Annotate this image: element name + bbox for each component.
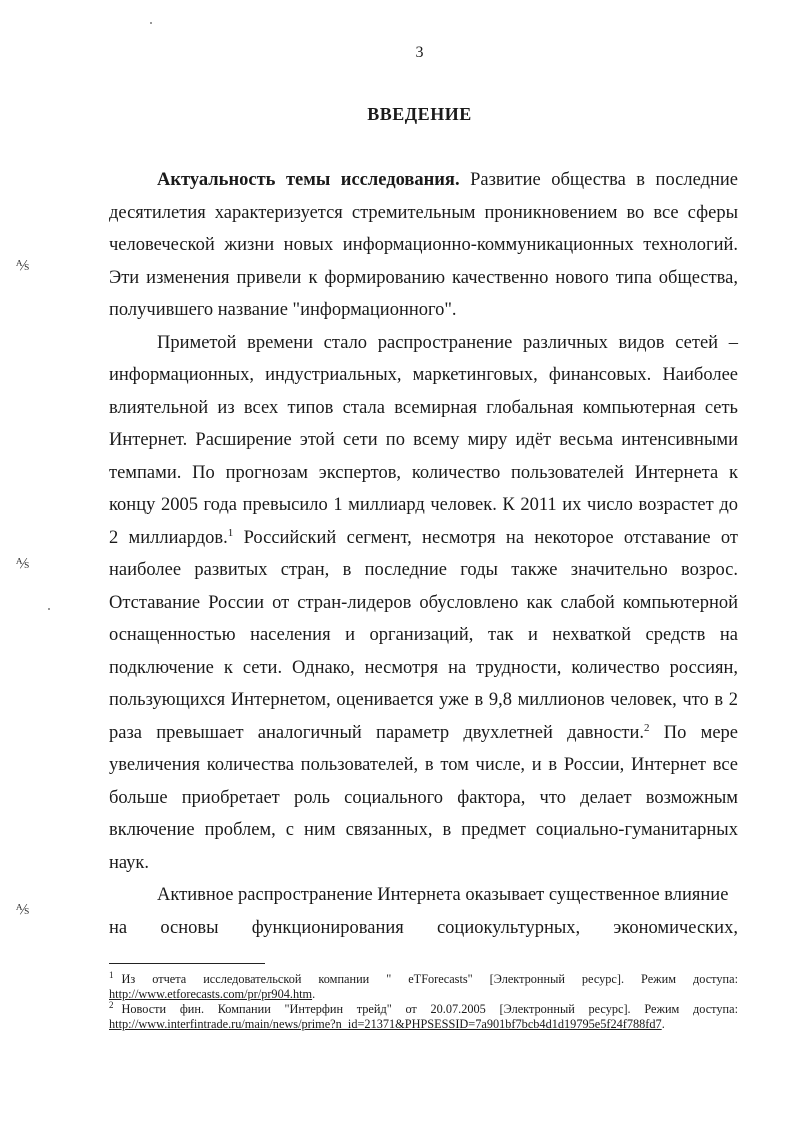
word: функционирования (251, 917, 404, 938)
paragraph-networks (109, 327, 738, 880)
footnote-mark: 1 (109, 969, 114, 980)
footnote-text: Новости фин. Компании "Интерфин трейд" от 20.07.2005 [Электронный ресурс]. Режим доступа: (121, 1002, 738, 1016)
scan-speck (48, 608, 50, 610)
paragraph-lead: Актуальность темы исследования. (157, 170, 460, 190)
footnote-mark: 2 (109, 999, 114, 1010)
footnote-1 (109, 969, 738, 1001)
margin-mark-icon: ⅍ (16, 556, 30, 572)
footnote-link[interactable]: http://www.interfintrade.ru/main/news/prime?n_id=21371&PHPSESSID=7a901bf7bcb4d1d19795e5f24f788fd7 (109, 1016, 662, 1031)
scan-speck (150, 22, 152, 24)
margin-mark-icon: ⅍ (16, 258, 30, 274)
footnote-ref-1: 1 (227, 526, 234, 539)
footnote-ref-2: 2 (643, 721, 650, 734)
paragraph-relevance (109, 164, 738, 327)
footnote-tail: . (312, 986, 316, 1001)
margin-mark-icon: ⅍ (16, 902, 30, 918)
footnote-separator (109, 963, 265, 964)
footnote-text: Из отчета исследовательской компании " eTForecasts" [Электронный ресурс]. Режим доступа: (121, 972, 738, 986)
paragraph-text: Российский сегмент, несмотря на некоторое отставание от наиболее развитых стран, в последние годы также значительно возрос. Отставание России от стран-лидеров обусловлено как слабой компьютерной оснащенностью населения и организаций, так и нехваткой средств на подключение к сети. Однако, несмотря на трудности, количество россиян, пользующихся Интернетом, оценивается уже в 9,8 миллионов человек, что в 2 раза превышает аналогичный параметр двухлетней давности. (109, 527, 738, 743)
footnotes (109, 969, 738, 1032)
paragraph-influence (109, 879, 738, 912)
page-number: 3 (415, 44, 424, 61)
paragraph-text: Развитие общества в последние десятилетия характеризуется стремительным проникновением во все сферы человеческой жизни новых информационно-коммуникационных технологий. Эти изменения привели к формированию качественно нового типа общества, получившего название "информационного". (109, 170, 738, 320)
footnote-2 (109, 999, 738, 1031)
paragraph-text: По мере увеличения количества пользователей, в том числе, и в России, Интернет все больше приобретает роль социального фактора, что делает возможным включение проблем, с ним связанных, в предмет социально-гуманитарных наук. (109, 722, 738, 873)
footnote-tail: . (661, 1016, 665, 1031)
page-title: ВВЕДЕНИЕ (367, 104, 472, 124)
footnote-link[interactable]: http://www.etforecasts.com/pr/pr904.htm (109, 986, 313, 1001)
word: социокультурных, (436, 917, 581, 938)
paragraph-text: Активное распространение Интернета оказывает существенное влияние (157, 885, 729, 905)
word: основы (160, 917, 219, 938)
main-text (109, 164, 738, 944)
justified-last-line (109, 912, 738, 945)
paragraph-text: Приметой времени стало распространение различных видов сетей – информационных, индустриальных, маркетинговых, финансовых. Наиболее влиятельной из всех типов стала всемирная глобальная компьютерная сеть Интернет. Расширение этой сети по всему миру идёт весьма интенсивными темпами. По прогнозам экспертов, количество пользователей Интернета к концу 2005 года превысило 1 миллиард человек. К 2011 их число возрастет до 2 миллиардов. (109, 332, 738, 548)
word: экономических, (613, 917, 738, 938)
word: на (109, 917, 128, 938)
